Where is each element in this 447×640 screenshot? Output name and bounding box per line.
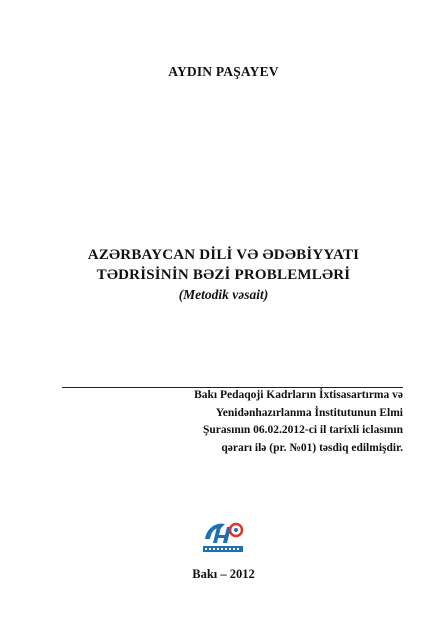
publisher-logo-icon <box>201 519 245 555</box>
title-line-1: AZƏRBAYCAN DİLİ VƏ ƏDƏBİYYATI <box>87 247 360 263</box>
approval-line-3: Şurasının 06.02.2012-ci il tarixli iclasının <box>203 424 403 436</box>
approval-line-2: Yenidənhazırlanma İnstitutunun Elmi <box>215 406 403 419</box>
author-name: AYDIN PAŞAYEV <box>168 64 279 79</box>
logo-letters <box>213 527 231 543</box>
publisher-logo-graphic <box>201 519 245 555</box>
book-title <box>0 245 447 304</box>
book-subtitle: (Metodik vəsait) <box>178 287 269 302</box>
approval-note <box>150 387 403 457</box>
title-line-2: TƏDRİSİNİN BƏZİ PROBLEMLƏRİ <box>96 267 351 283</box>
logo-banner-pattern <box>205 548 239 550</box>
approval-line-1: Bakı Pedaqoji Kadrların İxtisasartırma və <box>194 389 403 401</box>
place-year: Bakı – 2012 <box>192 567 255 581</box>
approval-line-4: qərarı ilə (pr. №01) təsdiq edilmişdir. <box>221 441 403 454</box>
logo-dot <box>234 528 238 532</box>
